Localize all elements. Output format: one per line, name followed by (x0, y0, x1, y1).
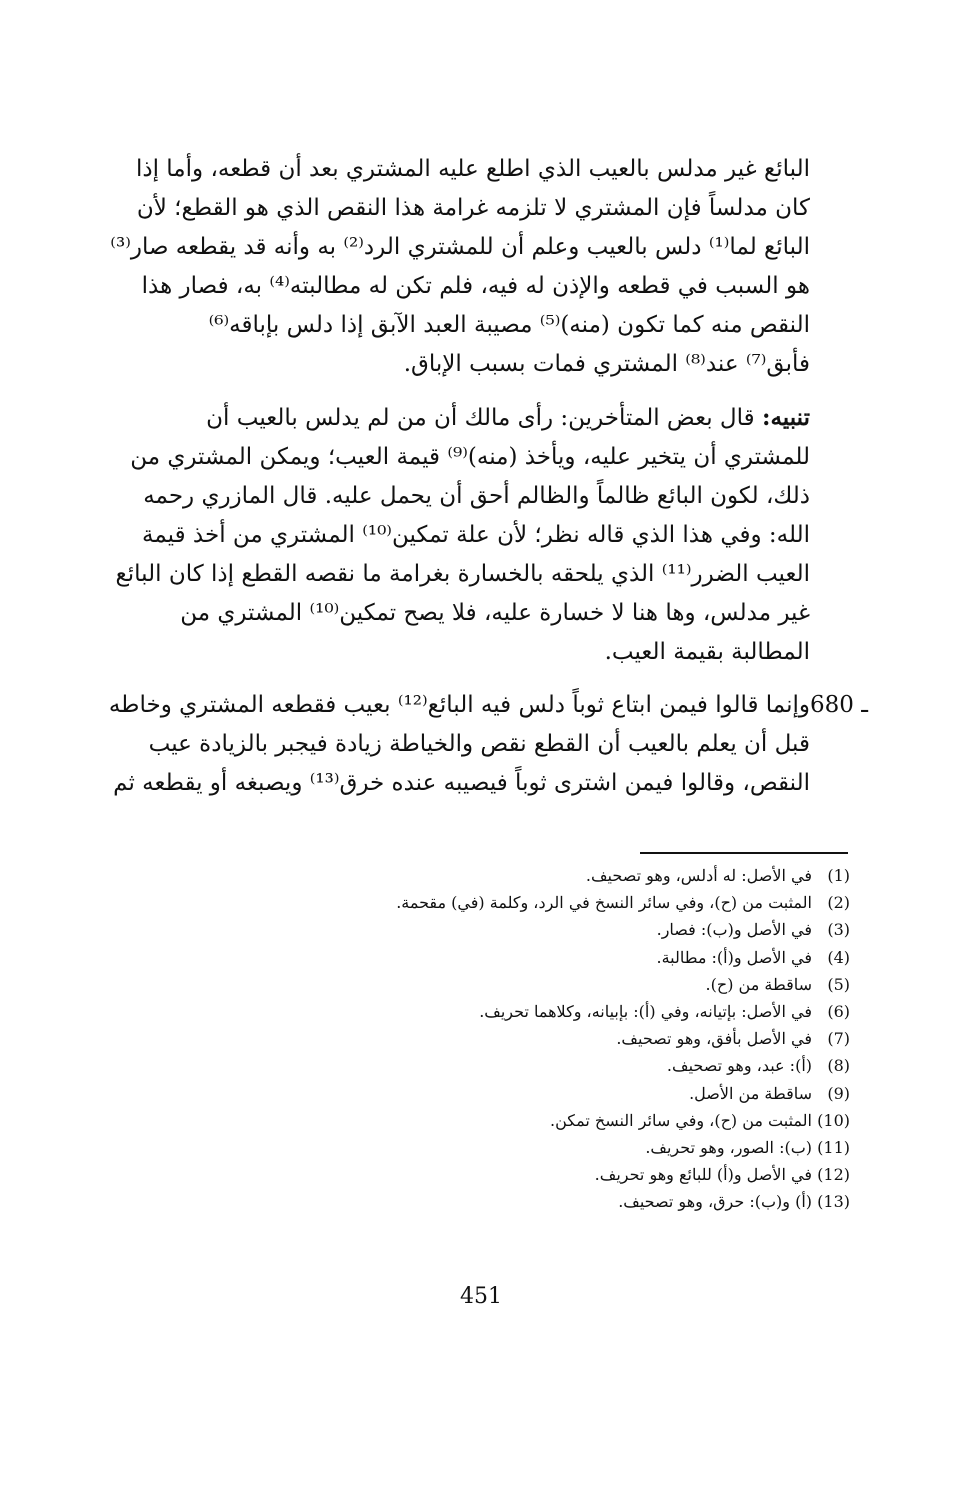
footnote-number: (9) (827, 1083, 850, 1103)
text-line: للمشتري أن يتخير عليه، ويأخذ (منه)⁽⁹⁾ قيمة العيب؛ ويمكن المشتري من (130, 444, 810, 470)
footnote (396, 916, 850, 943)
footnote (396, 1188, 850, 1215)
footnote (396, 1107, 850, 1134)
footnote-text: (ب): الصور، وهو تحريف. (645, 1138, 812, 1158)
text-line: المطالبة بقيمة العيب. (604, 639, 810, 665)
paragraph-1 (100, 150, 810, 384)
text-line: العيب الضرر⁽¹¹⁾ الذي يلحقه بالخسارة بغرامة ما نقصه القطع إذا كان البائع (115, 561, 810, 587)
footnote-text: المثبت من (ح)، وفي سائر النسخ في الرد، وكلمة (في) مقحمة. (396, 893, 812, 913)
footnote-text: (أ) و(ب): حرق، وهو تصحيف. (618, 1192, 812, 1212)
footnote-text: في الأصل و(أ): مطالبة. (656, 947, 812, 967)
footnote-number: (4) (827, 947, 850, 967)
text-line: قبل أن يعلم بالعيب أن القطع نقص والخياطة زيادة فيجبر بالزيادة عيب (148, 731, 810, 757)
footnote-text: في الأصل: بإتيانه، وفي (أ): بإبيانه، وكلاهما تحريف. (479, 1002, 812, 1022)
text-line: وإنما قالوا فيمن ابتاع ثوباً دلس فيه البائع⁽¹²⁾ بعيب فقطعه المشتري وخاطه (108, 692, 810, 718)
footnote (396, 1134, 850, 1161)
footnote-separator (640, 852, 848, 854)
footnote-number: (8) (827, 1056, 850, 1076)
footnote-number: (2) (827, 893, 850, 913)
footnote-number: (3) (827, 920, 850, 940)
footnote-text: المثبت من (ح)، وفي سائر النسخ تمكن. (549, 1110, 812, 1130)
text-line: النقص، وقالوا فيمن اشترى ثوباً فيصيبه عنده خرق⁽¹³⁾ ويصبغه أو يقطعه ثم (113, 770, 810, 796)
footnote (396, 1052, 850, 1079)
text-line: هو السبب في قطعه والإذن له فيه، فلم تكن له مطالبته⁽⁴⁾ به، فصار هذا (141, 273, 810, 299)
footnote-number: (12) (817, 1165, 850, 1185)
text-line: ذلك، لكون البائع ظالماً والظالم أحق أن يحمل عليه. قال المازري رحمه (143, 483, 810, 509)
footnote (396, 1025, 850, 1052)
footnote-text: في الأصل و(أ) للبائع وهو تحريف. (594, 1165, 812, 1185)
text-line: كان مدلساً فإن المشتري لا تلزمه غرامة هذا النقص الذي هو القطع؛ لأن (136, 195, 810, 221)
footnote (396, 1080, 850, 1107)
text-line: قال بعض المتأخرين: رأى مالك أن من لم يدلس بالعيب أن (206, 405, 762, 431)
footnote-number: (11) (817, 1138, 850, 1158)
paragraph-680 (100, 686, 868, 803)
footnote-text: ساقطة من (ح). (705, 974, 812, 994)
paragraph-tanbih (100, 398, 810, 672)
footnote-number: (1) (827, 866, 850, 885)
footnote (396, 971, 850, 998)
footnote-number: (7) (827, 1029, 850, 1049)
page-number: 451 (460, 1284, 502, 1309)
footnote-text: في الأصل بأفق، وهو تصحيف. (616, 1029, 812, 1049)
footnote-number: (6) (827, 1002, 850, 1022)
text-line: النقص منه كما تكون (منه)⁽⁵⁾ مصيبة العبد الآبق إذا دلس بإباقه⁽⁶⁾ (208, 312, 810, 338)
paragraph-number: 680 ـ (810, 692, 868, 718)
main-text (100, 150, 868, 803)
footnote (396, 862, 850, 889)
footnotes (396, 862, 850, 1216)
footnote (396, 1161, 850, 1188)
footnote (396, 944, 850, 971)
text-line: البائع غير مدلس بالعيب الذي اطلع عليه المشتري بعد أن قطعه، وأما إذا (135, 156, 810, 182)
text-line: غير مدلس، وها هنا لا خسارة عليه، فلا يصح تمكين⁽¹⁰⁾ المشتري من (180, 600, 810, 626)
text-line: البائع لما⁽¹⁾ دلس بالعيب وعلم أن للمشتري الرد⁽²⁾ به وأنه قد يقطعه صار⁽³⁾ (110, 234, 810, 260)
footnote-number: (13) (817, 1192, 850, 1212)
footnote-number: (10) (817, 1110, 850, 1130)
text-line: فأبق⁽⁷⁾ عند⁽⁸⁾ المشتري فمات بسبب الإباق. (403, 351, 810, 377)
footnote-text: في الأصل: له أدلس، وهو تصحيف. (585, 866, 812, 885)
footnote-text: ساقطة من الأصل. (689, 1083, 812, 1103)
text-line: الله: وفي هذا الذي قاله نظر؛ لأن علة تمكين⁽¹⁰⁾ المشتري من أخذ قيمة (142, 522, 810, 548)
footnote (396, 889, 850, 916)
footnote-text: في الأصل و(ب): فصار. (656, 920, 812, 940)
footnote (396, 998, 850, 1025)
footnote-text: (أ): عبد، وهو تصحيف. (666, 1056, 812, 1076)
tanbih-heading: تنبيه: (761, 404, 810, 431)
footnote-number: (5) (827, 974, 850, 994)
